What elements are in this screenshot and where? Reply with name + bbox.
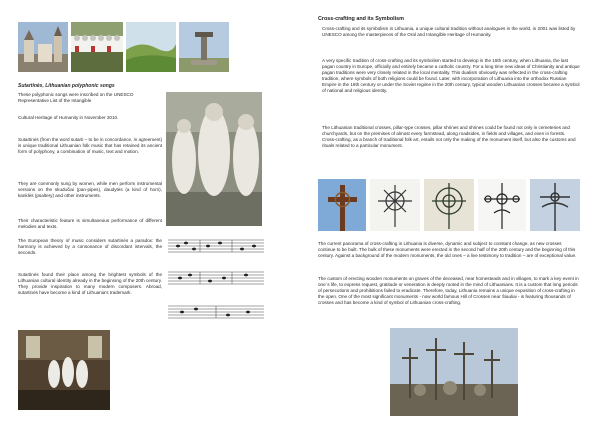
right-paragraph-4: The current panorama of cross-crafting in Lithuania is diverse, dynamic and subject to constant change, as new crosses continue to be built. The bulk of these monuments were erected in the second half of the 20th century and the beginning of this century. Against a background of the modern monuments, the old ones – a live testimony to tradition – are of exceptional value. <box>318 241 577 259</box>
right-paragraph-2: A very specific tradition of cross-crafting and its symbolism started to develop in the 15th century, when Lithuania, the last pagan country in Europe, officially and entirely became a catholic country. For a long time new ideas of Christianity and antique pagan traditions were very closely related in the local mentality. This dualism obviously was reflected in the cross-crafting tradition, where symbols of both religions could be found. Later, with incorporation of Lithuania into the orthodox Russian Empire in the 19th century or under the Soviet regime in the 20th century, typical wooden Lithuanian crosses became a symbol of national and religious identity. <box>322 58 580 94</box>
left-paragraph-4: They are commonly sung by women, while men perform instrumental versions on the skudučiai (pan-pipes), daudytės (a kind of horn), kanklės (psaltery) and other instruments. <box>18 181 162 199</box>
left-paragraph-5: Their characteristic feature is simultaneous performance of different melodies and texts. <box>18 218 162 230</box>
photo-wooden-cross-sky <box>318 179 366 231</box>
right-paragraph-1: Cross-crafting and its symbolism in Lithuania, a unique cultural tradition without analogues in the world, in 2001 was listed by UNESCO among the masterpieces of the Oral and Intangible Heritage of Humanity. <box>322 26 576 38</box>
cross-crafting-title: Cross-crafting and its Symbolism <box>318 16 404 22</box>
photo-iron-cross-ornament <box>478 179 526 231</box>
photo-women-singers <box>166 92 262 226</box>
photo-folk-choir <box>71 22 123 72</box>
left-paragraph-7: Sutartinės found their place among the brightest symbols of the Lithuanian cultural identity already in the beginning of the 20th century. They provide inspiration to many modern composers. Abroad, sutartinės have become a kind of Lithuania's trademark. <box>18 272 162 296</box>
photo-cross-ornament <box>370 179 420 231</box>
left-paragraph-6: The European theory of music considers sutartinės a paradox: the harmony is achieved by a consonance of discordant intervals, the seconds. <box>18 238 162 256</box>
photo-performance-hall <box>18 330 110 410</box>
left-paragraph-2: Cultural Heritage of Humanity in November 2010. <box>18 115 119 120</box>
photo-monument <box>179 22 229 72</box>
photo-green-hills <box>126 22 176 72</box>
music-score <box>166 232 266 332</box>
right-paragraph-5: The custom of erecting wooden monuments on graves of the deceased, near homesteads and in villages, to mark a key event in one´s life, to express request, gratitude or veneration is deeply rooted in the mind of Lithuanians. It is a custom that long periods of persecutions and prohibitions failed to eradicate. Therefore, today, Lithuania remains a unique exposition of cross-crafting in the open. One of the most significant monuments - now world famous Hill of Crosses near Šiauliai - is featuring thousands of crosses and has become a kind of symbol of Lithuanian cross-crafting. <box>318 276 579 306</box>
photo-cross-silhouette <box>530 179 580 231</box>
photo-hill-of-crosses <box>390 328 518 416</box>
photo-wrought-iron-top <box>424 179 474 231</box>
right-paragraph-3: The Lithuanian traditional crosses, pillar-type crosses, pillar shrines and shrines could be found not only in cemeteries and churchyards, but on the premises of almost every farmstead, along roadsides, in fields and villages, and even in forests. Cross-crafting, as a branch of traditional folk art, entails not only the making of the monument itself, but also the customs and rituals related to a particular monument. <box>322 125 576 149</box>
photo-old-town <box>18 22 68 72</box>
sutartines-caption: Sutartinės, Lithuanian polyphonic songs <box>18 83 115 89</box>
left-paragraph-1: These polyphonic songs were inscribed on the UNESCO Representative List of the Intangible <box>18 92 134 104</box>
left-paragraph-3: Sutartinės (from the word sutarti – to be in concordance, in agreement) is unique traditional Lithuanian folk music that has retained its ancient form of polyphony, a combination of music, text and motion. <box>18 137 163 155</box>
